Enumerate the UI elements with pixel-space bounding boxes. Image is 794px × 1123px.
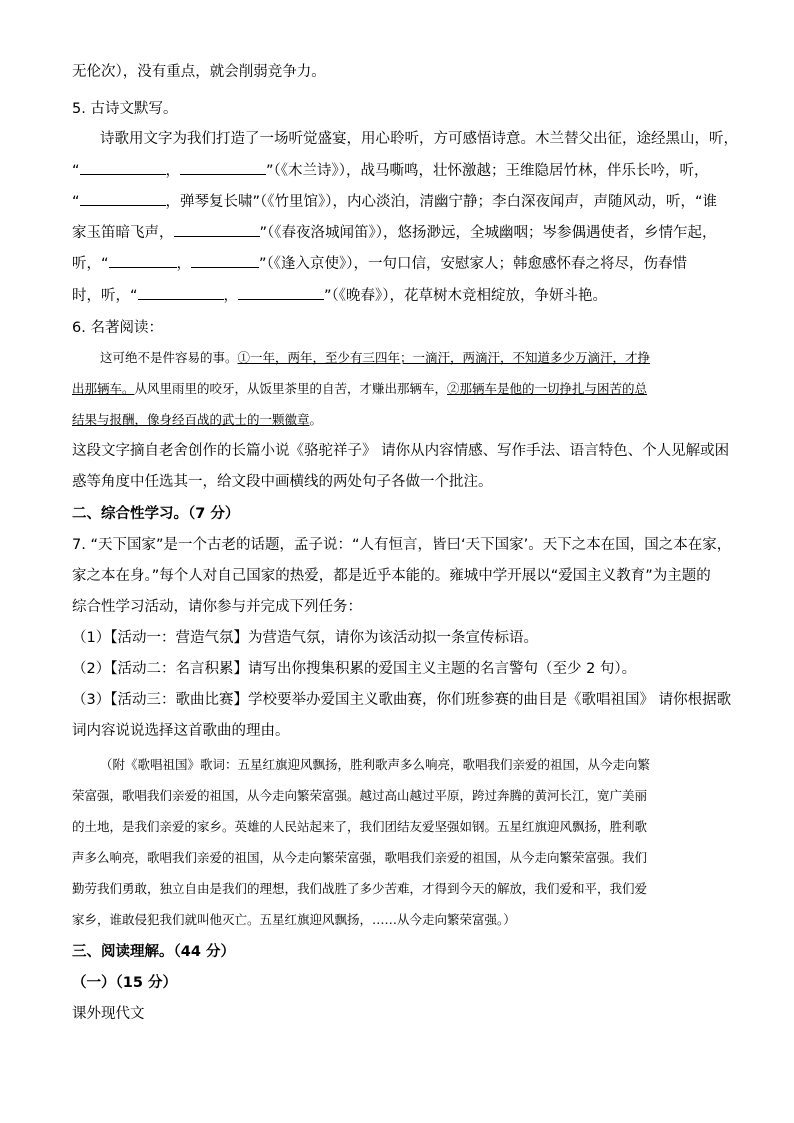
dictation-line-2: “ ，弹琴复长啸”（《竹里馆》），内心淡泊，清幽宁静；李白深夜闻声，声随风动，听，“谁 (72, 191, 717, 212)
question-5-intro: 诗歌用文字为我们打造了一场听觉盛宴，用心聆听，方可感悟诗意。木兰替父出征，途经黑山，听， (100, 131, 738, 147)
question-6-prompt-cont: 惑等角度中任选其一，给文段中画横线的两处句子各做一个批注。 (72, 474, 493, 490)
question-7-intro: 7. “天下国家”是一个古老的话题，孟子说：“人有恒言，皆曰‘天下国家’。天下之本在国，国之本在家， (72, 537, 732, 553)
text-line: 无伦次），没有重点，就会削弱竞争力。 (72, 64, 326, 80)
answer-blank[interactable] (138, 285, 224, 300)
activity-3-cont: 词内容说说选择这首歌曲的理由。 (72, 723, 290, 739)
lyrics-line-6: 家乡，谁敢侵犯我们就叫他灭亡。五星红旗迎风飘扬，……从今走向繁荣富强。） (72, 912, 516, 927)
excerpt-line-2: 出那辆车。从风里雨里的咬牙，从饭里茶里的自苦，才赚出那辆车，②那辆车是他的一切挣扎与困苦的总 (72, 381, 648, 396)
lyrics-line-1: （附《歌唱祖国》歌词：五星红旗迎风飘扬，胜利歌声多么响亮，歌唱我们亲爱的祖国，从今走向繁 (100, 757, 651, 772)
question-6-heading: 6. 名著阅读： (72, 320, 163, 336)
question-6-prompt: 这段文字摘自老舍创作的长篇小说《骆驼祥子》 请你从内容情感、写作手法、语言特色、个人见解或困 (72, 443, 730, 459)
question-5-heading: 5. 古诗文默写。 (72, 101, 178, 117)
answer-blank[interactable] (80, 160, 166, 175)
question-7-intro-cont: 家之本在身。”每个人对自己国家的热爱，都是近乎本能的。雍城中学开展以“爱国主义教育”为主题的 (72, 568, 711, 584)
answer-blank[interactable] (191, 253, 259, 268)
lyrics-line-2: 荣富强，歌唱我们亲爱的祖国，从今走向繁荣富强。越过高山越过平原，跨过奔腾的黄河长江，宽广美丽 (72, 788, 648, 803)
underlined-sentence-1-end: 出那辆车。 (72, 381, 135, 396)
lyrics-line-3: 的土地，是我们亲爱的家乡。英雄的人民站起来了，我们团结友爱坚强如钢。五星红旗迎风飘扬，胜利歌 (72, 819, 648, 834)
dictation-line-5: 时，听，“ ， ”（《晚春》），花草树木竞相绽放，争妍斗艳。 (72, 285, 607, 306)
answer-blank[interactable] (109, 253, 177, 268)
answer-blank[interactable] (180, 160, 266, 175)
question-7-intro-end: 综合性学习活动，请你参与并完成下列任务： (72, 599, 362, 615)
lyrics-line-4: 声多么响亮，歌唱我们亲爱的祖国，从今走向繁荣富强，歌唱我们亲爱的祖国，从今走向繁荣富强。我们 (72, 850, 648, 865)
excerpt-line-1: 这可绝不是件容易的事。①一年，两年，至少有三四年；一滴汗，两滴汗，不知道多少万滴汗，才挣 (100, 350, 651, 365)
lyrics-line-5: 勤劳我们勇敢，独立自由是我们的理想，我们战胜了多少苦难，才得到今天的解放，我们爱和平，我们爱 (72, 881, 648, 896)
dictation-line-1: “ ， ”（《木兰诗》），战马嘶鸣，壮怀激越；王维隐居竹林，伴乐长吟，听， (72, 160, 709, 181)
activity-2: （2）【活动二：名言积累】请写出你搜集积累的爱国主义主题的名言警句（至少 2 句）。 (72, 661, 637, 677)
section-2-heading: 二、综合性学习。（7 分） (72, 506, 240, 522)
underlined-sentence-1: ①一年，两年，至少有三四年；一滴汗，两滴汗，不知道多少万滴汗，才挣 (237, 350, 651, 365)
subsection-label: 课外现代文 (72, 1006, 145, 1022)
underlined-sentence-2-end: 结果与报酬，像身经百战的武士的一颗徽章 (72, 412, 310, 427)
dictation-line-4: 听，“ ， ”（《逢入京使》），一句口信，安慰家人；韩愈感怀春之将尽，伤春惜 (72, 253, 687, 274)
subsection-1-heading: （一）（15 分） (72, 975, 177, 991)
answer-blank[interactable] (238, 285, 324, 300)
excerpt-line-3: 结果与报酬，像身经百战的武士的一颗徽章。 (72, 412, 323, 427)
activity-3: （3）【活动三：歌曲比赛】学校要举办爱国主义歌曲赛，你们班参赛的曲目是《歌唱祖国》 请你根据歌 (72, 692, 732, 708)
section-3-heading: 三、阅读理解。（44 分） (72, 944, 235, 960)
underlined-sentence-2: ②那辆车是他的一切挣扎与困苦的总 (447, 381, 648, 396)
dictation-line-3: 家玉笛暗飞声， ”（《春夜洛城闻笛》），悠扬渺远，全城幽咽；岑参偶遇使者，乡情乍起， (72, 222, 717, 243)
activity-1: （1）【活动一：营造气氛】为营造气氛，请你为该活动拟一条宣传标语。 (72, 630, 538, 646)
answer-blank[interactable] (174, 222, 260, 237)
answer-blank[interactable] (80, 191, 166, 206)
